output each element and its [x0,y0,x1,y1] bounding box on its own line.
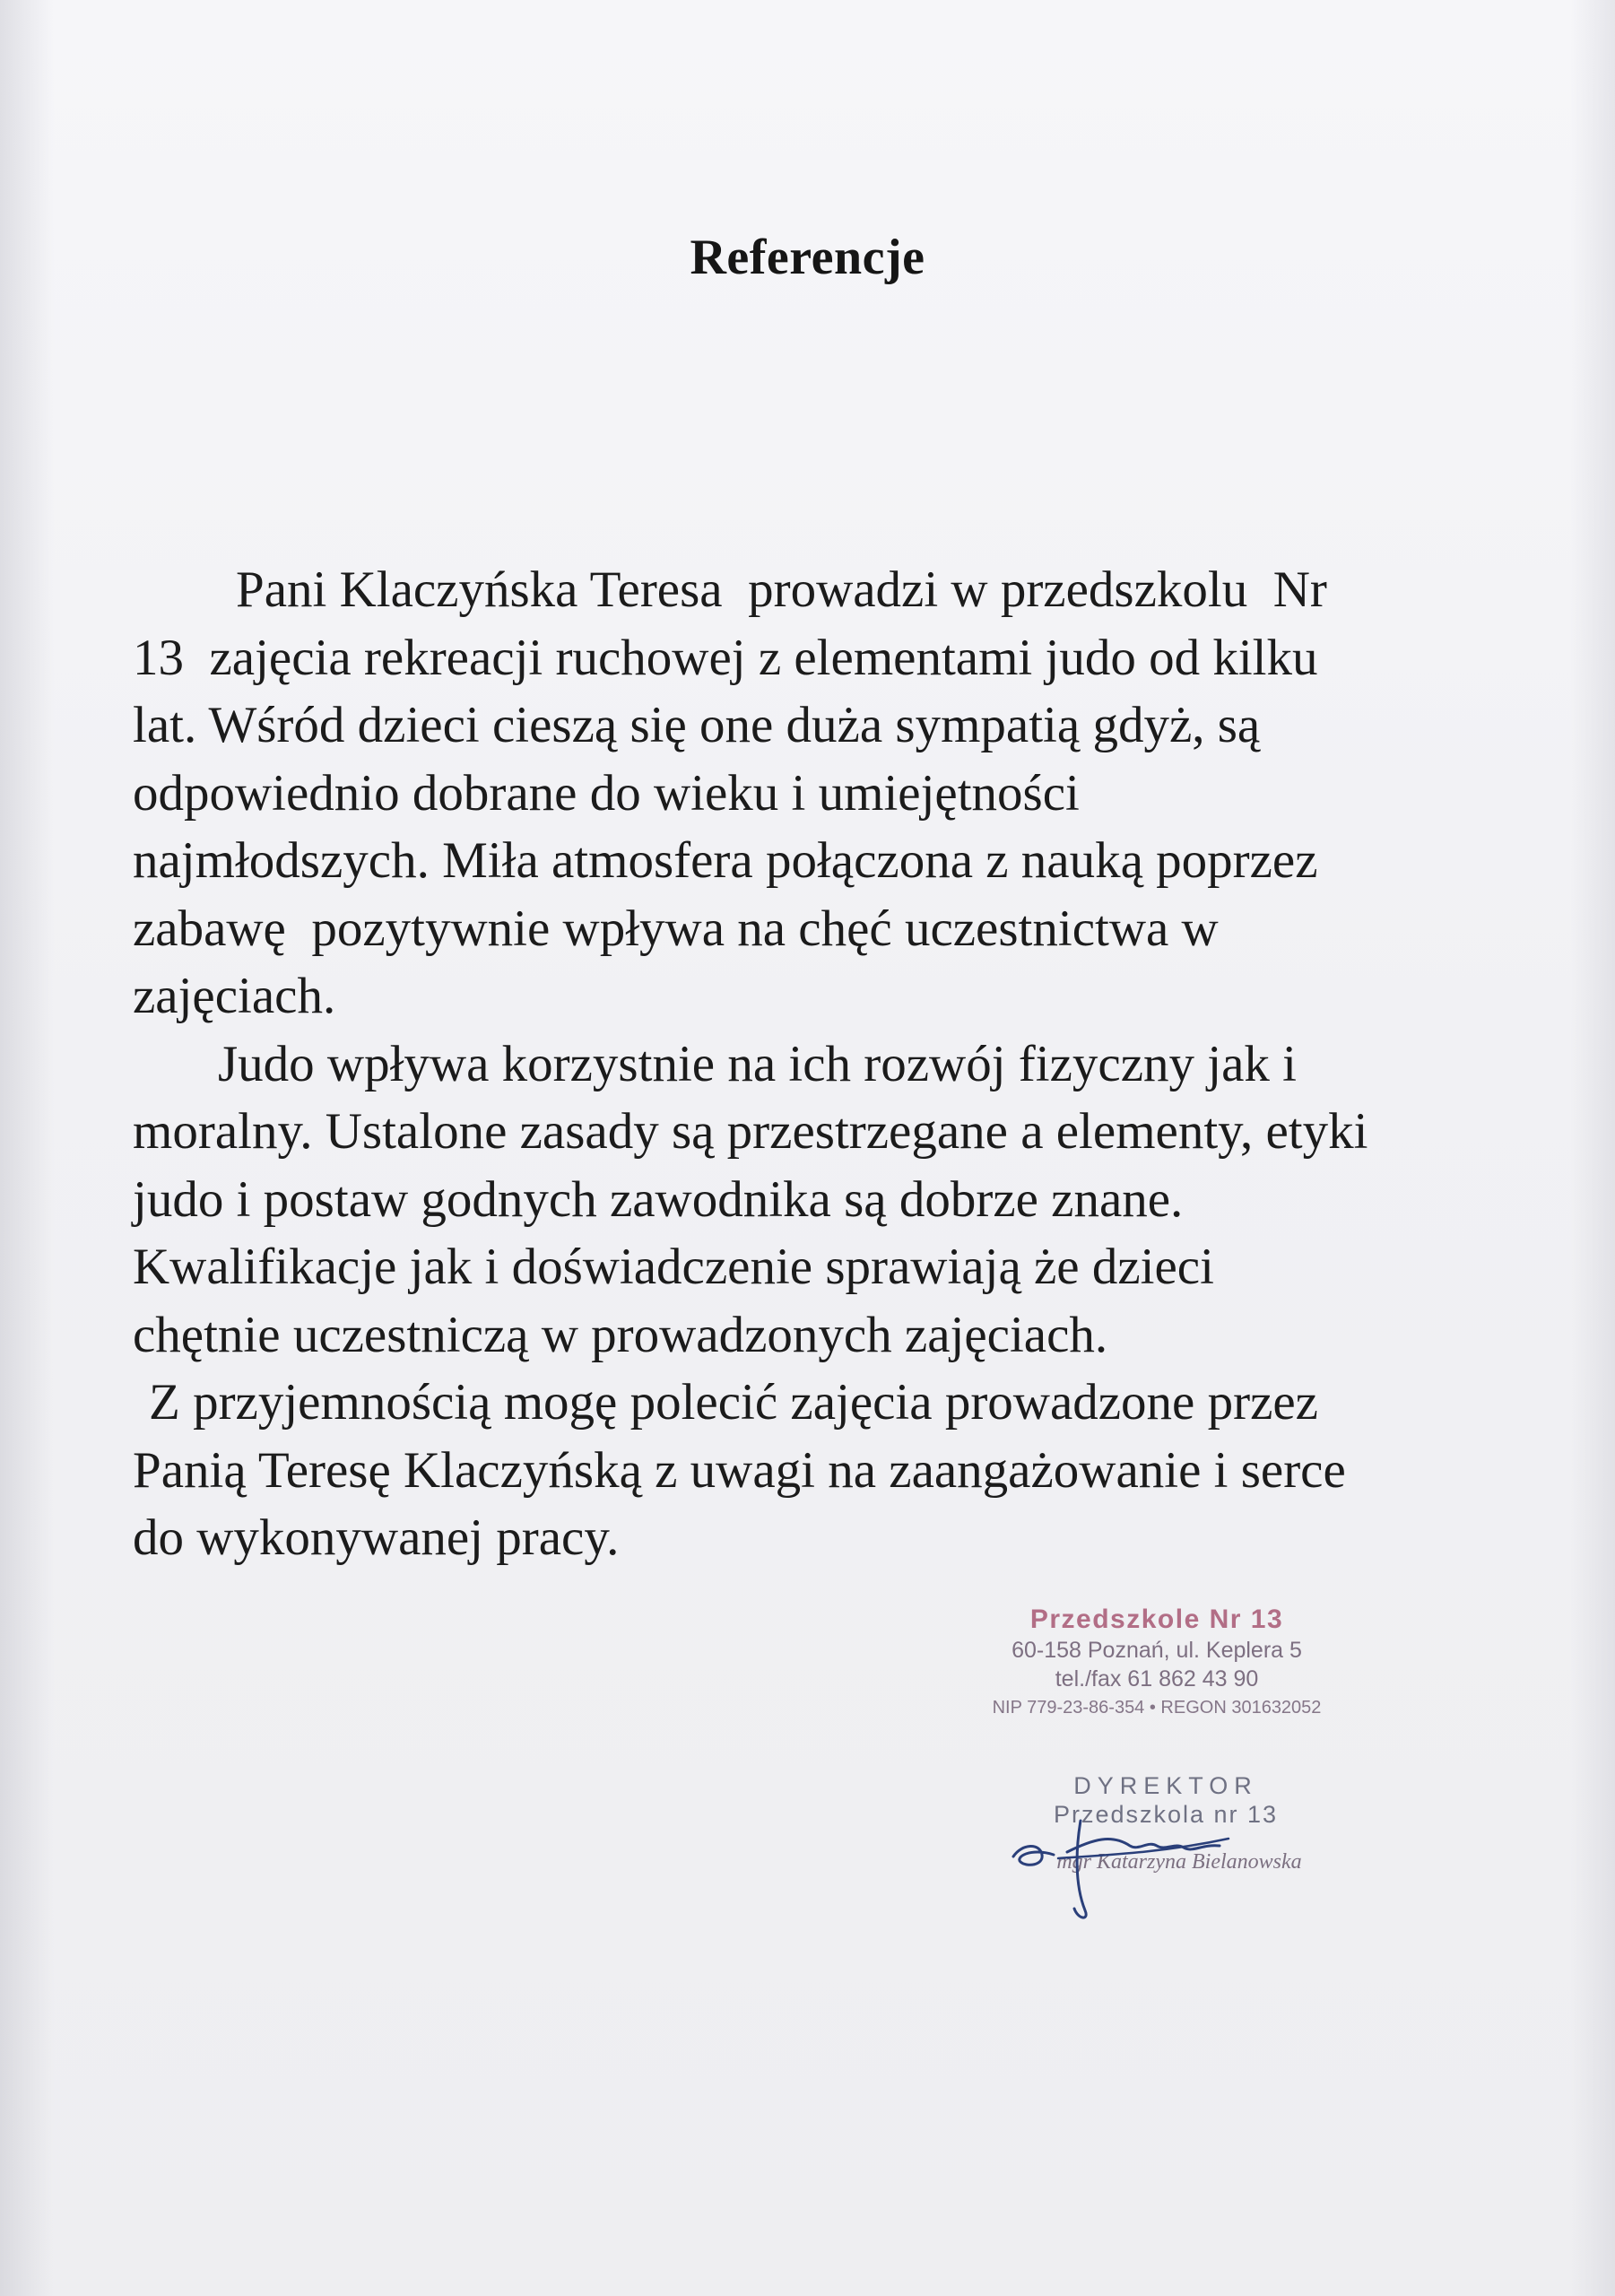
body-line: najmłodszych. Miła atmosfera połączona z nauką poprzez [133,832,1318,889]
stamp-phone: tel./fax 61 862 43 90 [1055,1666,1259,1692]
body-line: zabawę pozytywnie wpływa na chęć uczestnictwa w [133,900,1219,957]
body-line: 13 zajęcia rekreacji ruchowej z elementami judo od kilku [133,629,1318,686]
body-line: lat. Wśród dzieci cieszą się one duża sympatią gdyż, są [133,697,1261,753]
school-stamp [951,1604,1363,1722]
body-line: Judo wpływa korzystnie na ich rozwój fizyczny jak i [218,1035,1297,1092]
stamp-address: 60-158 Poznań, ul. Keplera 5 [1012,1638,1302,1663]
handwritten-signature [1004,1803,1273,1928]
body-line: odpowiednio dobrane do wieku i umiejętności [133,764,1080,822]
body-line: zajęciach. [133,968,336,1024]
document-title: Referencje [690,230,925,285]
body-line: Pani Klaczyńska Teresa prowadzi w przedszkolu Nr [236,561,1327,618]
body-line: Panią Teresę Klaczyńską z uwagi na zaangażowanie i serce [133,1441,1346,1499]
body-line: judo i postaw godnych zawodnika są dobrze znane. [133,1170,1184,1228]
paper-shadow-left [0,0,54,2296]
director-role: DYREKTOR [1073,1772,1258,1799]
body-line: do wykonywanej pracy. [133,1509,620,1566]
paper-shadow-right [1570,0,1615,2296]
body-line: moralny. Ustalone zasady są przestrzegane a elementy, etyki [133,1103,1368,1160]
director-name: mgr Katarzyna Bielanowska [1056,1850,1302,1874]
stamp-school-name: Przedszkole Nr 13 [1029,1605,1284,1634]
body-line: Z przyjemnością mogę polecić zajęcia prowadzone przez [149,1374,1318,1431]
body-line: Kwalifikacje jak i doświadczenie sprawiają że dzieci [133,1239,1214,1295]
body-line: chętnie uczestniczą w prowadzonych zajęciach. [133,1306,1108,1363]
document-body [133,556,1514,1572]
director-school: Przedszkola nr 13 [1053,1801,1279,1828]
stamp-ids: NIP 779-23-86-354 • REGON 301632052 [992,1698,1322,1718]
